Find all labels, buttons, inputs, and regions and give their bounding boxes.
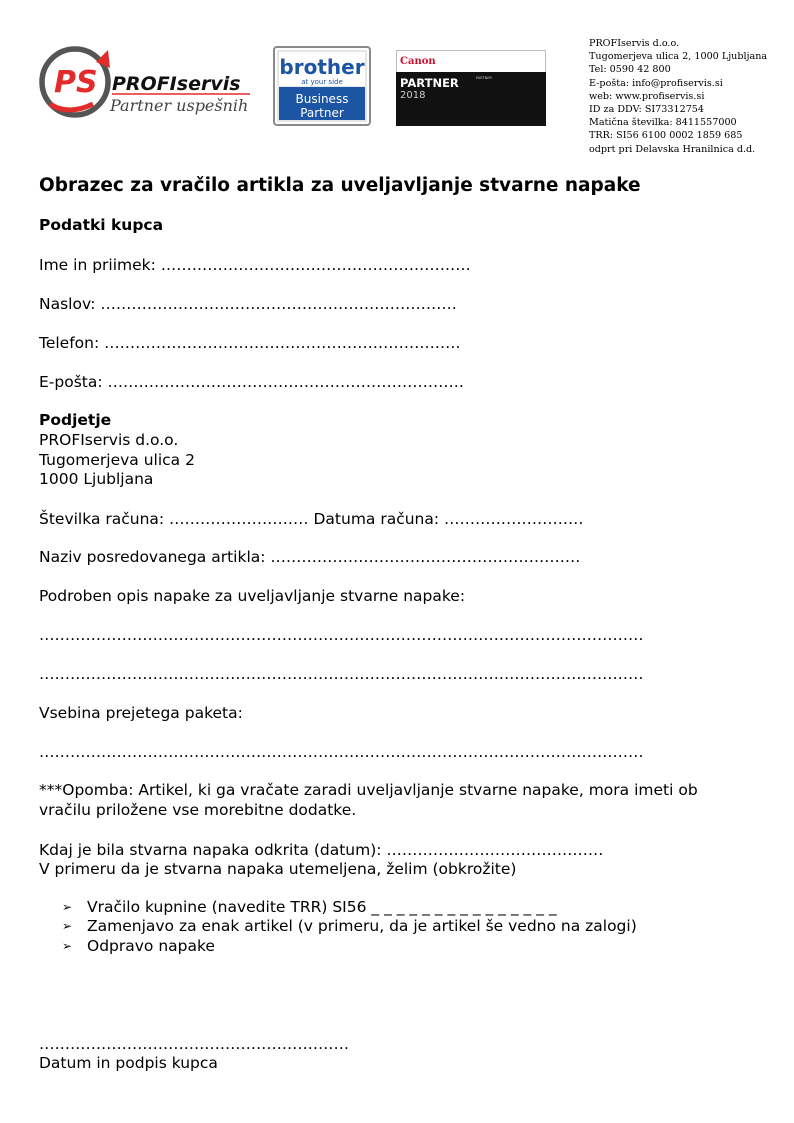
canon-year: 2018: [400, 90, 426, 101]
arrow-bullet-icon: ➢: [62, 900, 73, 914]
discovery-date-field[interactable]: Kdaj je bila stvarna napaka odkrita (datum): ……………………………………: [39, 841, 604, 859]
note-text: ***Opomba: Artikel, ki ga vračate zaradi uveljavljanje stvarne napake, mora imeti ob vračilu priložene vse morebitne dodatke.: [39, 781, 698, 819]
package-contents-line[interactable]: ………………………………………………………………………………………………………: [39, 743, 644, 761]
invoice-fields[interactable]: Številka računa: ……………………… Datuma računa: ………………………: [39, 510, 584, 528]
canon-brand: Canon: [400, 56, 436, 67]
company-address-line: PROFIservis d.o.o.: [39, 431, 179, 449]
company-info-line: PROFIservis d.o.o.: [589, 38, 680, 49]
company-address-line: 1000 Ljubljana: [39, 470, 154, 489]
company-info-line: web: www.profiservis.si: [589, 90, 705, 102]
company-info-line: TRR: SI56 6100 0002 1859 685: [589, 130, 743, 142]
company-info-line: E-pošta: info@profiservis.si: [589, 77, 723, 89]
company-info-line: odprt pri Delavska Hranilnica d.d.: [589, 143, 756, 155]
option-repair[interactable]: [62, 937, 215, 955]
address-field[interactable]: Naslov: ……………………………………………………………: [39, 295, 457, 313]
company-heading: Podjetje: [39, 411, 112, 429]
company-address-line: Tugomerjeva ulica 2: [39, 450, 195, 469]
company-info-line: Matična številka: 8411557000: [589, 117, 737, 129]
choice-intro: V primeru da je stvarna napaka utemeljena, želim (obkrožite): [39, 860, 517, 878]
canon-partner-label: PARTNER: [400, 76, 459, 90]
option-replacement[interactable]: [62, 917, 637, 935]
company-contact-block: [589, 37, 767, 156]
ps-logo-initials: PS: [54, 65, 98, 100]
phone-field[interactable]: Telefon: ……………………………………………………………: [39, 334, 461, 352]
profiservis-logo: [38, 44, 263, 120]
brother-line1: Business: [295, 92, 349, 106]
ps-logo-brand: PROFIservis: [112, 73, 241, 95]
brother-name: brother: [279, 55, 365, 79]
defect-description-line[interactable]: ………………………………………………………………………………………………………: [39, 665, 644, 683]
canon-partner-small: PARTNER: [476, 76, 492, 80]
company-info-line: Tugomerjeva ulica 2, 1000 Ljubljana: [589, 51, 768, 63]
canon-partner-logo: [396, 50, 546, 126]
company-info-line: ID za DDV: SI73312754: [589, 104, 705, 116]
signature-line[interactable]: ……………………………………………………: [39, 1035, 349, 1053]
ps-logo-tagline: Partner uspešnih: [110, 96, 249, 115]
option-label: Vračilo kupnine (navedite TRR) SI56 _ _ _ _ _ _ _ _ _ _ _ _ _ _ _: [87, 898, 557, 916]
option-label: Odpravo napake: [87, 937, 215, 955]
option-refund[interactable]: [62, 898, 557, 916]
brother-partner-logo: [273, 46, 371, 126]
email-field[interactable]: E-pošta: ……………………………………………………………: [39, 373, 465, 391]
name-field[interactable]: Ime in priimek: ……………………………………………………: [39, 256, 471, 274]
brother-line2: Partner: [300, 106, 344, 120]
form-title: Obrazec za vračilo artikla za uveljavljanje stvarne napake: [39, 175, 641, 196]
arrow-bullet-icon: ➢: [62, 939, 73, 953]
company-info-line: Tel: 0590 42 800: [589, 64, 671, 76]
defect-description-line[interactable]: ………………………………………………………………………………………………………: [39, 626, 644, 644]
arrow-bullet-icon: ➢: [62, 919, 73, 933]
company-address: [39, 431, 195, 490]
customer-heading: Podatki kupca: [39, 216, 164, 234]
item-name-field[interactable]: Naziv posredovanega artikla: ……………………………………………………: [39, 548, 581, 566]
package-contents-label: Vsebina prejetega paketa:: [39, 704, 243, 722]
brother-subtitle: at your side: [301, 78, 343, 86]
signature-label: Datum in podpis kupca: [39, 1054, 218, 1072]
defect-description-label: Podroben opis napake za uveljavljanje stvarne napake:: [39, 587, 466, 605]
option-label: Zamenjavo za enak artikel (v primeru, da je artikel še vedno na zalogi): [87, 917, 637, 935]
